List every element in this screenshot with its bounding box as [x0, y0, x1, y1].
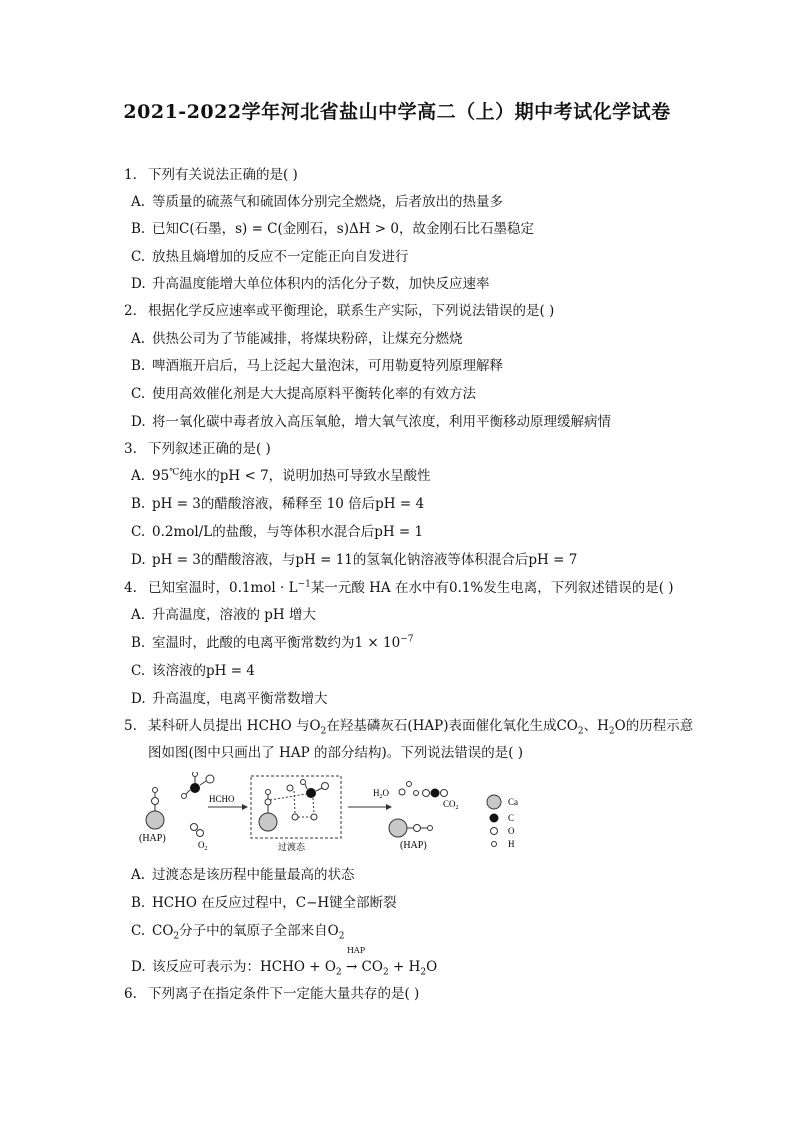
- transition-state-label: 过渡态: [278, 842, 306, 852]
- hap-structure-left: [139, 788, 166, 845]
- q4-option-d: D. 升高温度，电离平衡常数增大: [131, 691, 328, 707]
- question-stem: 根据化学反应速率或平衡理论，联系生产实际，下列说法错误的是( ): [148, 303, 555, 319]
- transition-state: [251, 776, 341, 852]
- q2-option-d: D. 将一氧化碳中毒者放入高压氧舱，增大氧气浓度，利用平衡移动原理缓解病情: [131, 414, 611, 430]
- q5-option-c: C. $CO_2$分子中的氧原子全部来自$O_2$: [131, 923, 345, 942]
- legend-c: C: [508, 813, 515, 823]
- question-number: 2.: [124, 303, 137, 319]
- question-number: 5.: [124, 718, 137, 734]
- co2-label: $CO_2$: [443, 799, 459, 811]
- question-number: 6.: [124, 986, 137, 1002]
- catalyst-arrow: HAP →: [345, 946, 366, 975]
- q2-option-a: A. 供热公司为了节能减排，将煤块粉碎，让煤充分燃烧: [131, 331, 463, 347]
- question-5-stem-line-2: 图如图(图中只画出了 HAP 的部分结构)。下列说法错误的是( ): [148, 745, 524, 761]
- products: [373, 782, 459, 852]
- q2-option-c: C. 使用高效催化剂是大大提高原料平衡转化率的有效方法: [131, 386, 476, 402]
- atom-legend: [487, 795, 518, 849]
- legend-h: H: [508, 839, 515, 849]
- q4-option-a: A. 升高温度，溶液的 pH 增大: [131, 607, 316, 623]
- o2-label: $O_2$: [198, 840, 208, 852]
- question-stem: 下列叙述正确的是( ): [148, 441, 271, 457]
- legend-ca: Ca: [508, 797, 518, 807]
- hap-label-left: (HAP): [139, 833, 166, 844]
- reaction-mechanism-diagram: [130, 772, 530, 854]
- q5-option-b: B. HCHO 在反应过程中，C−H键全部断裂: [131, 895, 397, 911]
- arrow-hcho: [208, 794, 248, 810]
- q5-option-d: D. 该反应可表示为：HCHO + $O_2$ HAP → $CO_2 + H_2O$: [131, 946, 438, 978]
- q4-option-b: B. 室温时，此酸的电离平衡常数约为$1 \times 10^{-7}$: [131, 634, 414, 651]
- q3-option-a: A. 95℃纯水的pH < 7，说明加热可导致水呈酸性: [131, 467, 431, 484]
- hap-label-right: (HAP): [400, 840, 427, 851]
- q2-option-b: B. 啤酒瓶开启后，马上泛起大量泡沫，可用勒夏特列原理解释: [131, 358, 503, 374]
- legend-o: O: [508, 826, 515, 836]
- q3-option-d: D. pH = 3的醋酸溶液，与pH = 11的氢氧化钠溶液等体积混合后pH = 7: [131, 552, 578, 568]
- question-number: 3.: [124, 441, 137, 457]
- paper-title: 2021-2022学年河北省盐山中学高二（上）期中考试化学试卷: [123, 101, 671, 123]
- question-1: [124, 163, 298, 183]
- question-4: 4. 已知室温时，$0.1mol \cdot L^{-1}$某一元酸 HA 在水中有0.1%发生电离，下列叙述错误的是( ): [124, 579, 674, 596]
- arrow-products: [348, 804, 392, 810]
- question-2: [124, 299, 554, 319]
- question-stem: 下列有关说法正确的是( ): [148, 167, 298, 183]
- o2-molecule: [191, 824, 208, 853]
- question-number: 1.: [124, 167, 137, 183]
- h2o-label: $H_2O$: [373, 788, 389, 800]
- q1-option-a: A. 等质量的硫蒸气和硫固体分别完全燃烧，后者放出的热量多: [131, 194, 503, 210]
- q5-option-a: A. 过渡态是该历程中能量最高的状态: [131, 867, 355, 883]
- question-3: [124, 437, 271, 457]
- q1-option-d: D. 升高温度能增大单位体积内的活化分子数，加快反应速率: [131, 276, 490, 292]
- hcho-label: HCHO: [209, 794, 235, 804]
- q4-option-c: C. 该溶液的pH = 4: [131, 663, 255, 679]
- question-5: 5. 某科研人员提出 HCHO 与$O_2$在羟基磷灰石(HAP)表面催化氧化生成$CO_2$、$H_2O$的历程示意: [124, 718, 694, 737]
- q1-option-b: B. 已知C(石墨，s) = C(金刚石，s)ΔH > 0，故金刚石比石墨稳定: [131, 221, 534, 237]
- question-number: 4.: [124, 580, 137, 596]
- q1-option-c: C. 放热且熵增加的反应不一定能正向自发进行: [131, 249, 409, 265]
- q3-option-c: C. 0.2mol/L的盐酸，与等体积水混合后pH = 1: [131, 524, 424, 540]
- q3-option-b: B. pH = 3的醋酸溶液，稀释至 10 倍后pH = 4: [131, 496, 425, 512]
- question-stem: 下列离子在指定条件下一定能大量共存的是( ): [148, 986, 420, 1002]
- question-6: [124, 982, 419, 1002]
